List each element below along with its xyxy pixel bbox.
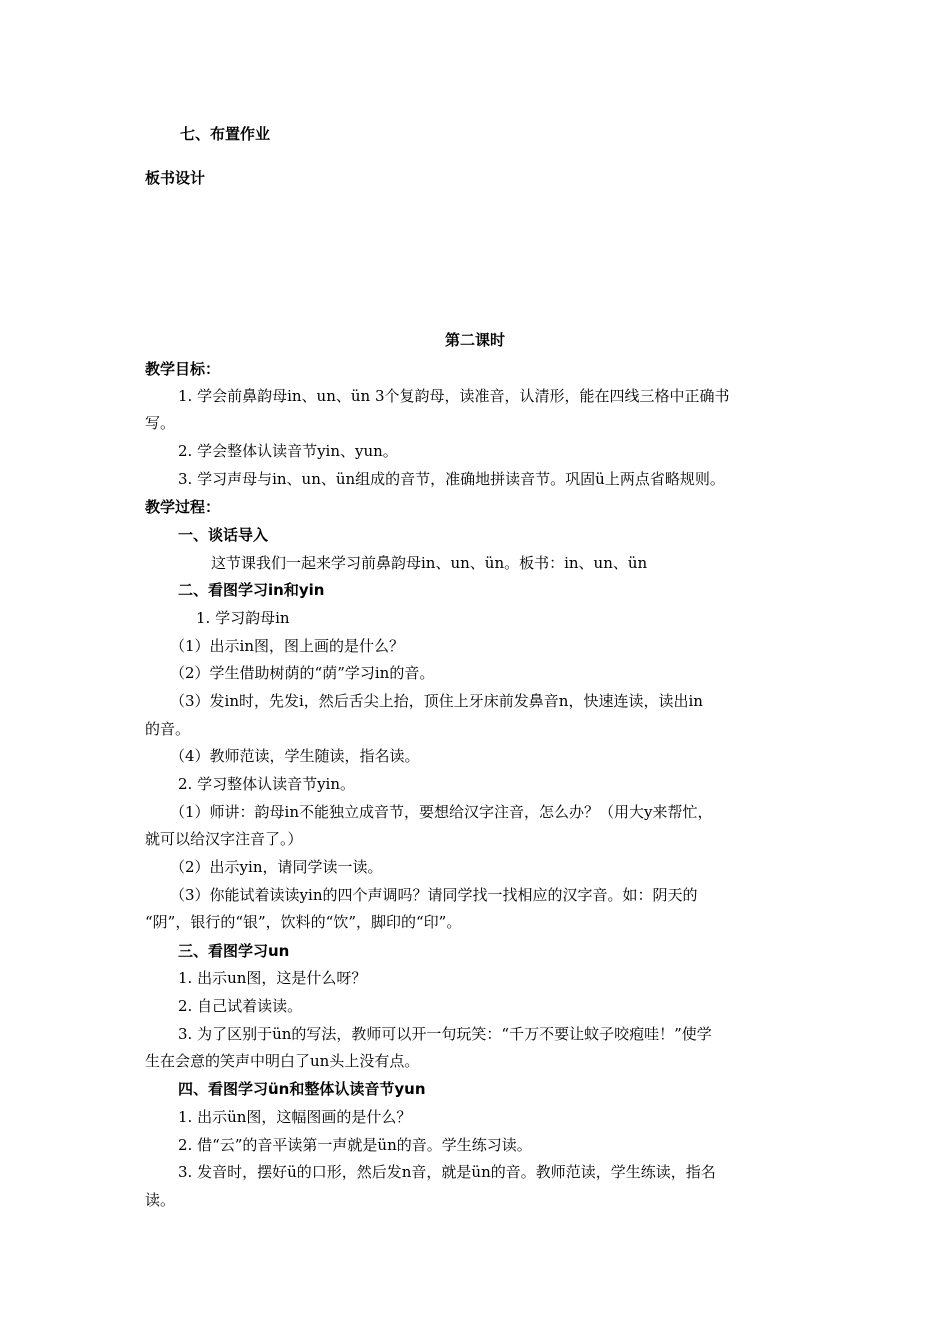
objectives-heading: 教学目标： [145,360,221,378]
section-heading: 四、看图学习ün和整体认读音节yun [178,1080,426,1098]
process-heading: 教学过程： [145,498,221,516]
list-item: （3）你能试着读读yin的四个声调吗？请同学找一找相应的汉字音。如：阴天的 [170,886,698,904]
section-heading-homework: 七、布置作业 [180,125,271,143]
section-heading: 二、看图学习in和yin [178,581,325,599]
list-item-continued: 生在会意的笑声中明白了un头上没有点。 [145,1052,420,1070]
lesson-title: 第二课时 [444,331,505,349]
section-heading: 三、看图学习un [178,942,290,960]
objective-item: 1. 学会前鼻韵母in、un、ün 3个复韵母，读准音，认清形，能在四线三格中正确书 [178,387,730,405]
list-item: （1）出示in图，图上画的是什么？ [170,637,405,655]
list-item: （2）学生借助树荫的“荫”学习in的音。 [170,664,435,682]
section-heading: 一、谈话导入 [178,526,269,544]
list-item-continued: “阴”，银行的“银”，饮料的“饮”，脚印的“印”。 [145,913,462,931]
list-item: 2. 自己试着读读。 [178,997,303,1015]
list-item-continued: 就可以给汉字注音了。） [145,830,303,848]
paragraph: 这节课我们一起来学习前鼻韵母in、un、ün。板书：in、un、ün [211,554,648,572]
objective-item-continued: 写。 [145,414,176,432]
list-item: （2）出示yin，请同学读一读。 [170,858,383,876]
list-item: 3. 为了区别于ün的写法，教师可以开一句玩笑：“千万不要让蚊子咬疱哇！”使学 [178,1025,712,1043]
list-item-continued: 的音。 [145,720,191,738]
objective-item: 2. 学会整体认读音节yin、yun。 [178,442,398,460]
list-item: 1. 学习韵母in [196,609,290,627]
list-item: 1. 出示ün图，这幅图画的是什么？ [178,1108,412,1126]
list-item: 1. 出示un图，这是什么呀？ [178,969,367,987]
list-item: （1）师讲：韵母in不能独立成音节，要想给汉字注音，怎么办？（用大y来帮忙， [170,803,713,821]
list-item: （3）发in时，先发i，然后舌尖上抬，顶住上牙床前发鼻音n，快速连读，读出in [170,692,703,710]
board-design-heading: 板书设计 [145,169,206,187]
list-item: 3. 发音时，摆好ü的口形，然后发n音，就是ün的音。教师范读，学生练读，指名 [178,1163,716,1181]
list-item: 2. 学习整体认读音节yin。 [178,775,356,793]
list-item: 2. 借“云”的音平读第一声就是ün的音。学生练习读。 [178,1136,532,1154]
list-item: （4）教师范读，学生随读，指名读。 [170,747,420,765]
list-item-continued: 读。 [145,1191,176,1209]
objective-item: 3. 学习声母与in、un、ün组成的音节，准确地拼读音节。巩固ü上两点省略规则。 [178,470,725,488]
